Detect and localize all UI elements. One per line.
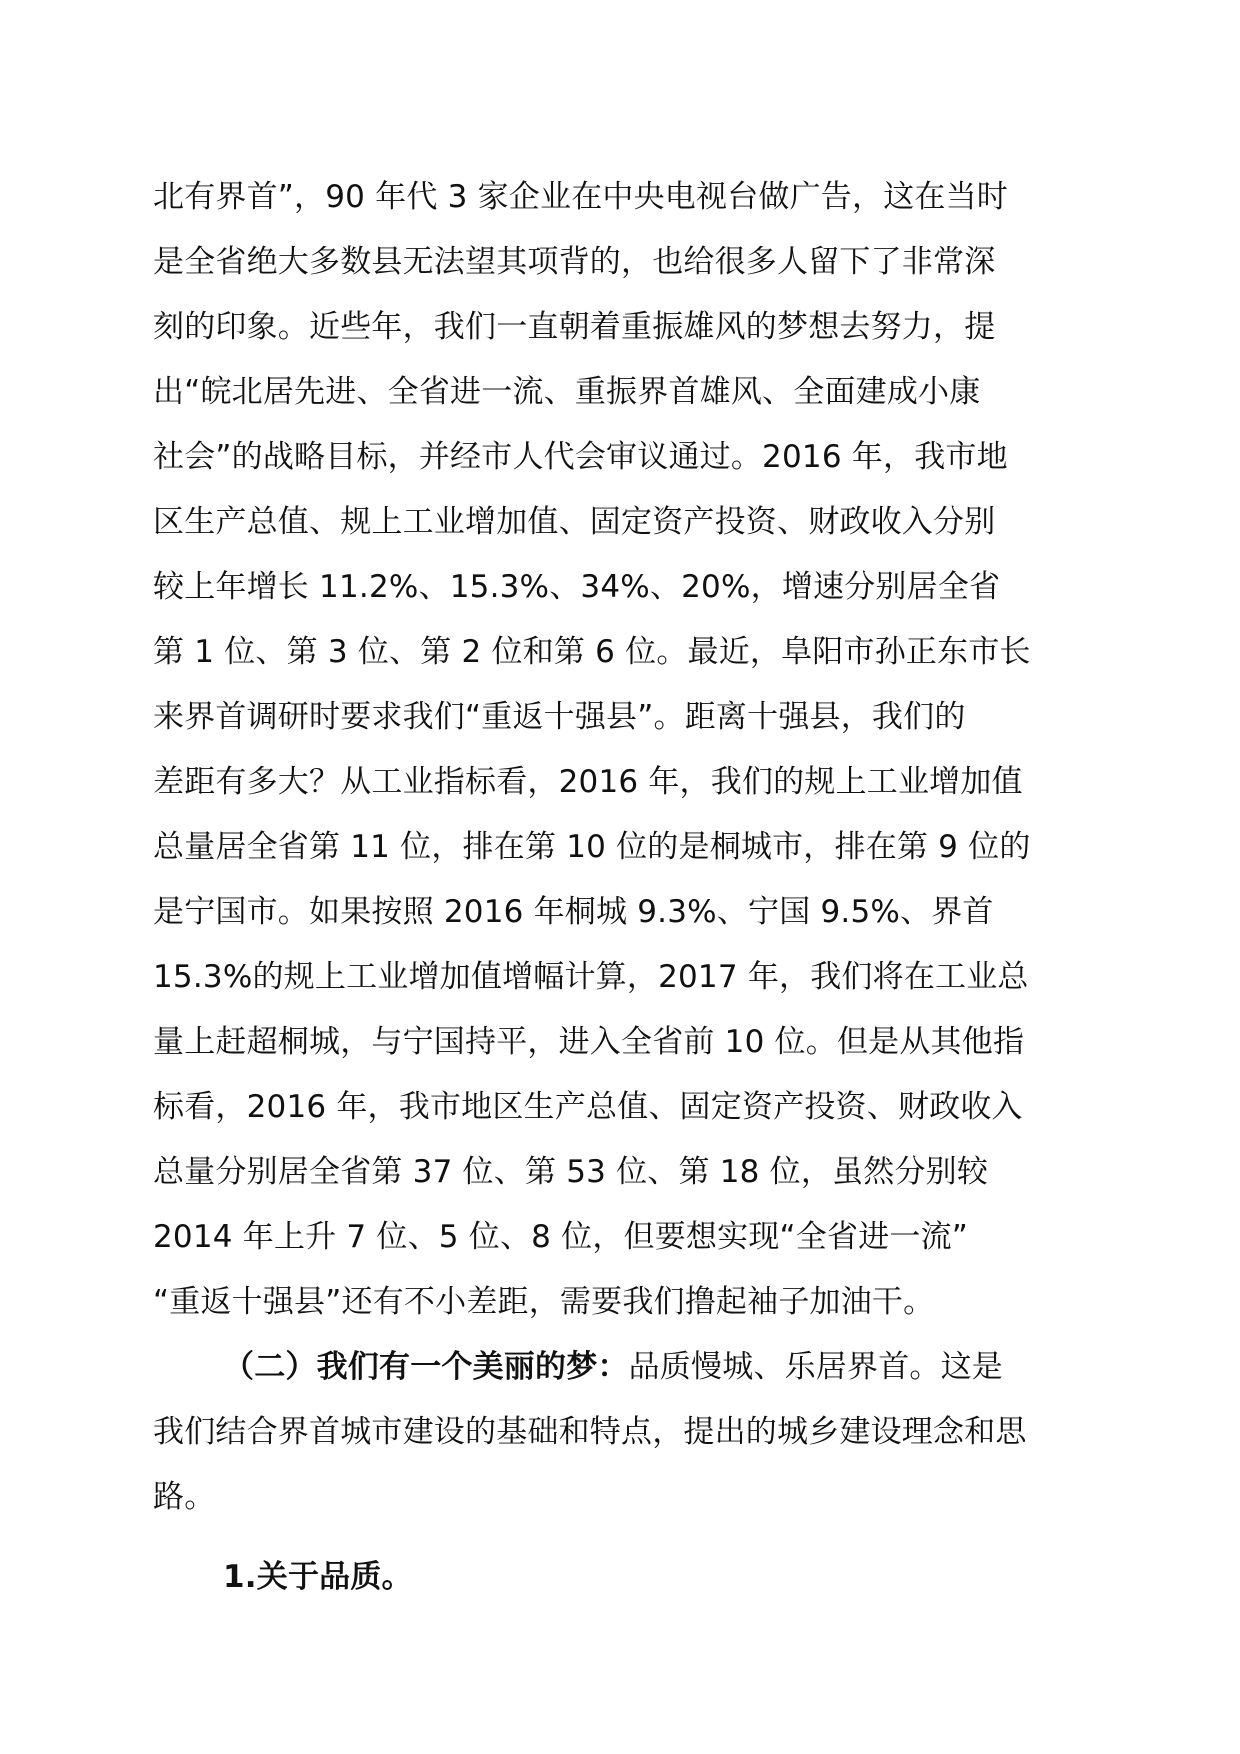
text-line-16: 总量分别居全省第 37 位、第 53 位、第 18 位，虽然分别较 — [153, 1154, 989, 1190]
text-line-10: 差距有多大？从工业指标看，2016 年，我们的规上工业增加值 — [153, 764, 1023, 800]
section-heading-line — [153, 1342, 1093, 1407]
text-line-15: 标看，2016 年，我市地区生产总值、固定资产投资、财政收入 — [153, 1089, 1023, 1125]
text-line-8: 第 1 位、第 3 位、第 2 位和第 6 位。最近，阜阳市孙正东市长 — [153, 634, 1031, 670]
section-text-line-2: 路。 — [153, 1479, 216, 1515]
text-line-1: 北有界首”，90 年代 3 家企业在中央电视台做广告，这在当时 — [153, 179, 1008, 215]
text-line-7: 较上年增长 11.2%、15.3%、34%、20%，增速分别居全省 — [153, 569, 1001, 605]
text-line-5: 社会”的战略目标，并经市人代会审议通过。2016 年，我市地 — [153, 439, 1008, 475]
text-line-11: 总量居全省第 11 位，排在第 10 位的是桐城市，排在第 9 位的 — [153, 829, 1031, 865]
text-line-14: 量上赶超桐城，与宁国持平，进入全省前 10 位。但是从其他指 — [153, 1024, 1025, 1060]
text-line-6: 区生产总值、规上工业增加值、固定资产投资、财政收入分别 — [153, 504, 996, 540]
text-line-18: “重返十强县”还有不小差距，需要我们撸起袖子加油干。 — [153, 1284, 935, 1320]
text-line-3: 刻的印象。近些年，我们一直朝着重振雄风的梦想去努力，提 — [153, 309, 996, 345]
text-line-4: 出“皖北居先进、全省进一流、重振界首雄风、全面建成小康 — [153, 374, 981, 410]
body-text — [153, 172, 1093, 1617]
section-heading-rest: 品质慢城、乐居界首。这是 — [628, 1349, 1004, 1385]
text-line-12: 是宁国市。如果按照 2016 年桐城 9.3%、宁国 9.5%、界首 — [153, 894, 994, 930]
text-line-17: 2014 年上升 7 位、5 位、8 位，但要想实现“全省进一流” — [153, 1219, 969, 1255]
text-line-2: 是全省绝大多数县无法望其项背的，也给很多人留下了非常深 — [153, 244, 996, 280]
section-text-line-1: 我们结合界首城市建设的基础和特点，提出的城乡建设理念和思 — [153, 1414, 1027, 1450]
section-heading-bold: （二）我们有一个美丽的梦： — [223, 1349, 629, 1385]
subheading: 1.关于品质。 — [223, 1559, 413, 1595]
text-line-13: 15.3%的规上工业增加值增幅计算，2017 年，我们将在工业总 — [153, 959, 1029, 995]
text-line-9: 来界首调研时要求我们“重返十强县”。距离十强县，我们的 — [153, 699, 966, 735]
